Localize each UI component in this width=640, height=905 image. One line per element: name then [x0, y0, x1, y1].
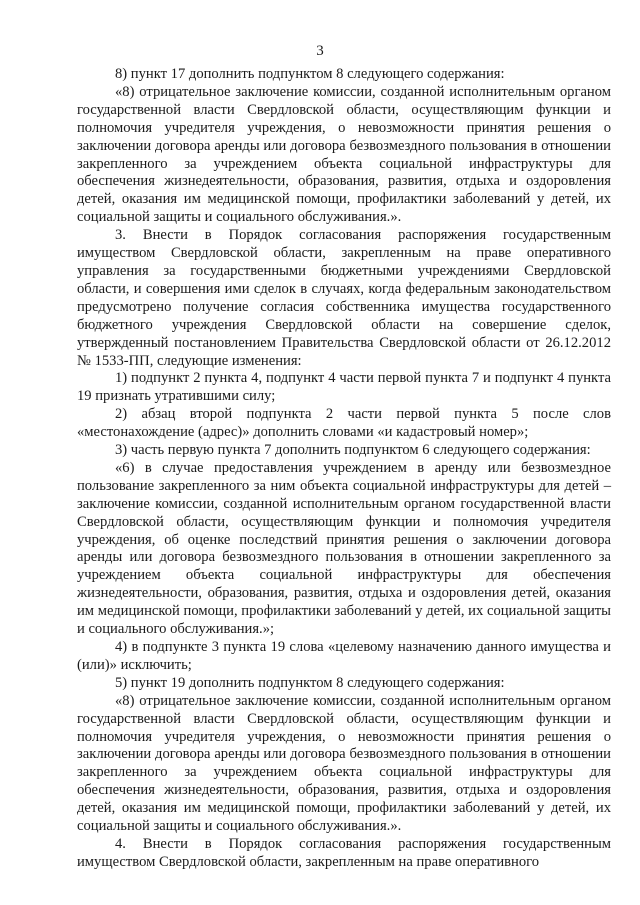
paragraph: 4) в подпункте 3 пункта 19 слова «целевому назначению данного имущества и (или)» исключить; [77, 639, 611, 673]
paragraph: «8) отрицательное заключение комиссии, созданной исполнительным органом государственной власти Свердловской области, осуществляющим функции и полномочия учредителя учреждения, о невозможности принятия решения о заключении договора аренды или договора безвозмездного пользования в отношении закрепленного за учреждением объекта социальной инфраструктуры для обеспечения жизнедеятельности, образования, развития, отдыха и оздоровления детей, оказания им медицинской помощи, профилактики заболеваний у детей, их социальной защиты и социального обслуживания.». [77, 83, 611, 226]
paragraph: 3) часть первую пункта 7 дополнить подпунктом 6 следующего содержания: [115, 442, 591, 459]
paragraph: «8) отрицательное заключение комиссии, созданной исполнительным органом государственной власти Свердловской области, осуществляющим функции и полномочия учредителя учреждения, о невозможности принятия решения о заключении договора аренды или договора безвозмездного пользования в отношении закрепленного за учреждением объекта социальной инфраструктуры для обеспечения жизнедеятельности, образования, развития, отдыха и оздоровления детей, оказания им медицинской помощи, профилактики заболеваний у детей, их социальной защиты и социального обслуживания.». [77, 692, 611, 835]
paragraph: 8) пункт 17 дополнить подпунктом 8 следующего содержания: [115, 66, 505, 82]
paragraph: 2) абзац второй подпункта 2 части первой пункта 5 после слов «местонахождение (адрес)» дополнить словами «и кадастровый номер»; [77, 406, 611, 441]
paragraph: 4. Внести в Порядок согласования распоряжения государственным имуществом Свердловской области, закрепленным на праве оперативного [77, 835, 611, 870]
paragraph: 3. Внести в Порядок согласования распоряжения государственным имуществом Свердловской области, закрепленным на праве оперативного управления за государственными бюджетными учреждениями Свердловской области, и совершения ими сделок в случаях, когда федеральным законодательством предусмотрено получение согласия собственника имущества государственного бюджетного учреждения Свердловской области на совершение сделок, утвержденный постановлением Правительства Свердловской области от 26.12.2012 № 1533-ПП, следующие изменения: [77, 227, 611, 369]
paragraph: 1) подпункт 2 пункта 4, подпункт 4 части первой пункта 7 и подпункт 4 пункта 19 признать утратившими силу; [77, 370, 611, 405]
paragraph: «6) в случае предоставления учреждением в аренду или безвозмездное пользование закрепленного за ним объекта социальной инфраструктуры для детей – заключение комиссии, созданной исполнительным органом государственной власти Свердловской области, осуществляющим функции и полномочия учредителя учреждения, об оценке последствий принятия решения о заключении договора аренды или договора безвозмездного пользования в отношении закрепленного за учреждением объекта социальной инфраструктуры для обеспечения жизнедеятельности, образования, развития, отдыха и оздоровления детей, оказания им медицинской помощи, профилактики заболеваний у детей, их социальной защиты и социального обслуживания.»; [77, 459, 611, 638]
page-number: 3 [316, 43, 324, 59]
paragraph: 5) пункт 19 дополнить подпунктом 8 следующего содержания: [115, 674, 505, 691]
document-body [77, 66, 611, 872]
